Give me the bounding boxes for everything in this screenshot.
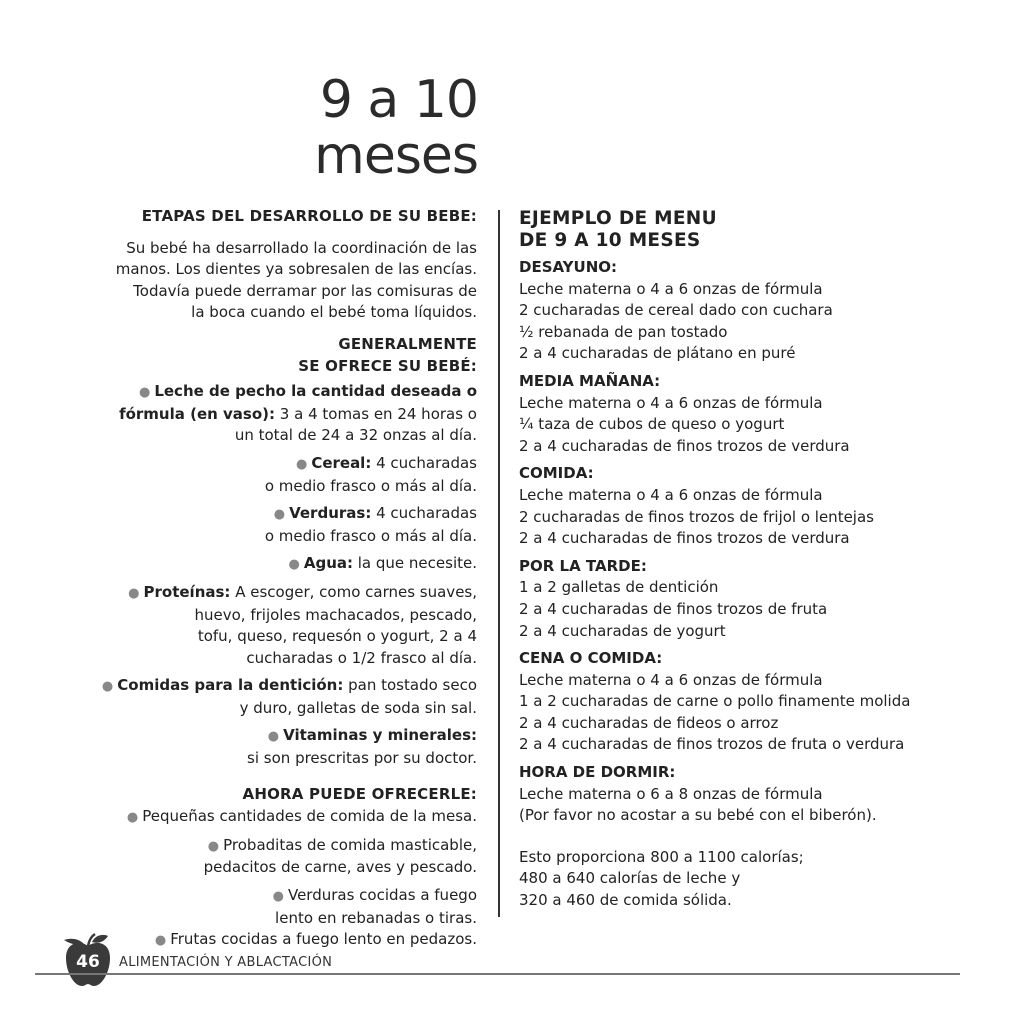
meal-item: 2 cucharadas de cereal dado con cuchara [519,301,833,320]
offer-item-milk [60,381,477,447]
item-text: huevo, frijoles machacados, pescado, [194,605,477,624]
offer-item-vitamins [60,725,477,769]
item-label: Leche de pecho la cantidad deseada o [154,382,477,401]
page-title-line-2: meses [314,126,478,186]
stages-heading: ETAPAS DEL DESARROLLO DE SU BEBE: [141,207,477,225]
summary-line: 320 a 460 de comida sólida. [519,891,732,910]
offer-item-proteins [60,582,477,669]
item-text: la que necesite. [353,554,477,573]
item-text: o medio frasco o más al día. [264,526,477,545]
item-text: Probaditas de comida masticable, [223,835,477,854]
development-column [60,206,477,958]
meal-item: 2 a 4 cucharadas de plátano en puré [519,344,796,363]
now-item [60,806,477,829]
item-text: o medio frasco o más al día. [264,476,477,495]
meal-item: 2 a 4 cucharadas de yogurt [519,621,726,640]
item-text: lento en rebanadas o tiras. [275,908,477,927]
item-text: un total de 24 a 32 onzas al día. [234,426,477,445]
meal-item: Leche materna o 4 a 6 onzas de fórmula [519,393,823,412]
item-text: pan tostado seco [343,676,477,695]
summary-line: 480 a 640 calorías de leche y [519,869,741,888]
page-number: 46 [76,952,100,972]
item-text: A escoger, como carnes suaves, [230,582,477,601]
offer-heading-line-1: GENERALMENTE [338,334,477,353]
bullet-icon: ● [154,933,167,949]
offer-item-teething [60,675,477,719]
meal-dinner [519,648,969,756]
offer-item-cereal [60,453,477,497]
item-text: Frutas cocidas a fuego lento en pedazos. [170,930,477,949]
item-text: Pequeñas cantidades de comida de la mesa. [142,807,477,826]
meal-item: Leche materna o 6 a 8 onzas de fórmula [519,784,823,803]
bullet-icon: ● [101,679,114,695]
offer-item-water [60,553,477,576]
meal-item: (Por favor no acostar a su bebé con el biberón). [519,806,877,825]
now-item [60,835,477,879]
item-text: si son prescritas por su doctor. [247,749,477,768]
page-title [300,72,478,184]
bullet-icon: ● [126,810,139,826]
item-text: Verduras cocidas a fuego [287,886,477,905]
bullet-icon: ● [207,838,220,854]
meal-item: 1 a 2 cucharadas de carne o pollo finamente molida [519,692,911,711]
meal-breakfast [519,257,969,365]
section-title: ALIMENTACIÓN Y ABLACTACIÓN [119,955,333,970]
column-divider [498,210,500,917]
now-heading: AHORA PUEDE OFRECERLE: [242,784,477,803]
meal-item: 2 a 4 cucharadas de finos trozos de verdura [519,436,850,455]
meal-item: ½ rebanada de pan tostado [519,322,728,341]
meal-item: 2 a 4 cucharadas de fideos o arroz [519,713,779,732]
text-line: manos. Los dientes ya sobresalen de las encías. [115,260,477,279]
offer-heading [60,334,477,377]
meal-mid-morning [519,371,969,457]
item-label: Cereal: [311,453,372,472]
meal-heading: CENA O COMIDA: [519,649,663,668]
text-line: la boca cuando el bebé toma líquidos. [191,303,477,322]
item-label: Agua: [303,554,353,573]
bullet-icon: ● [288,557,300,573]
footer-rule [35,973,960,975]
meal-item: ¼ taza de cubos de queso o yogurt [519,415,785,434]
menu-title-line-2: DE 9 A 10 MESES [519,230,701,251]
offer-heading-line-2: SE OFRECE SU BEBÉ: [298,356,477,375]
bullet-icon: ● [138,385,151,401]
stages-paragraph [60,238,477,324]
meal-lunch [519,463,969,549]
meal-heading: MEDIA MAÑANA: [519,371,661,390]
summary-line: Esto proporciona 800 a 1100 calorías; [519,847,804,866]
meal-heading: COMIDA: [519,464,594,483]
menu-title-line-1: EJEMPLO DE MENU [519,208,717,229]
offer-item-vegetables [60,503,477,547]
bullet-icon: ● [128,585,140,601]
meal-item: 2 a 4 cucharadas de finos trozos de verdura [519,529,850,548]
bullet-icon: ● [273,507,286,523]
item-label: fórmula (en vaso): [119,404,276,423]
meal-item: Leche materna o 4 a 6 onzas de fórmula [519,279,823,298]
text-line: Su bebé ha desarrollado la coordinación de las [126,238,477,257]
item-text: 3 a 4 tomas en 24 horas o [275,404,477,423]
item-label: Comidas para la dentición: [117,676,344,695]
meal-heading: DESAYUNO: [519,258,618,276]
meal-item: Leche materna o 4 a 6 onzas de fórmula [519,670,823,689]
meal-bedtime [519,762,969,827]
meal-item: 2 cucharadas de finos trozos de frijol o lentejas [519,507,874,526]
bullet-icon: ● [272,889,284,905]
meal-heading: POR LA TARDE: [519,556,647,575]
item-label: Proteínas: [143,582,231,601]
text-line: Todavía puede derramar por las comisuras de [133,281,477,300]
meal-item: Leche materna o 4 a 6 onzas de fórmula [519,485,823,504]
meal-heading: HORA DE DORMIR: [519,763,676,782]
calorie-summary [519,847,969,912]
bullet-icon: ● [295,456,308,472]
item-text: 4 cucharadas [371,453,477,472]
item-text: tofu, queso, requesón o yogurt, 2 a 4 [197,627,477,646]
menu-column [519,208,969,912]
item-text: 4 cucharadas [371,504,477,523]
page-title-line-1: 9 a 10 [319,70,478,130]
meal-afternoon [519,556,969,642]
meal-item: 1 a 2 galletas de dentición [519,578,719,597]
meal-item: 2 a 4 cucharadas de finos trozos de fruta [519,599,828,618]
menu-title [519,208,969,252]
now-item [60,929,477,952]
item-label: Vitaminas y minerales: [283,726,477,745]
item-text: cucharadas o 1/2 frasco al día. [246,648,477,667]
meal-item: 2 a 4 cucharadas de finos trozos de fruta o verdura [519,735,905,754]
item-text: y duro, galletas de soda sin sal. [239,698,477,717]
item-label: Verduras: [289,504,372,523]
bullet-icon: ● [267,729,280,745]
now-item [60,885,477,929]
item-text: pedacitos de carne, aves y pescado. [203,858,477,877]
